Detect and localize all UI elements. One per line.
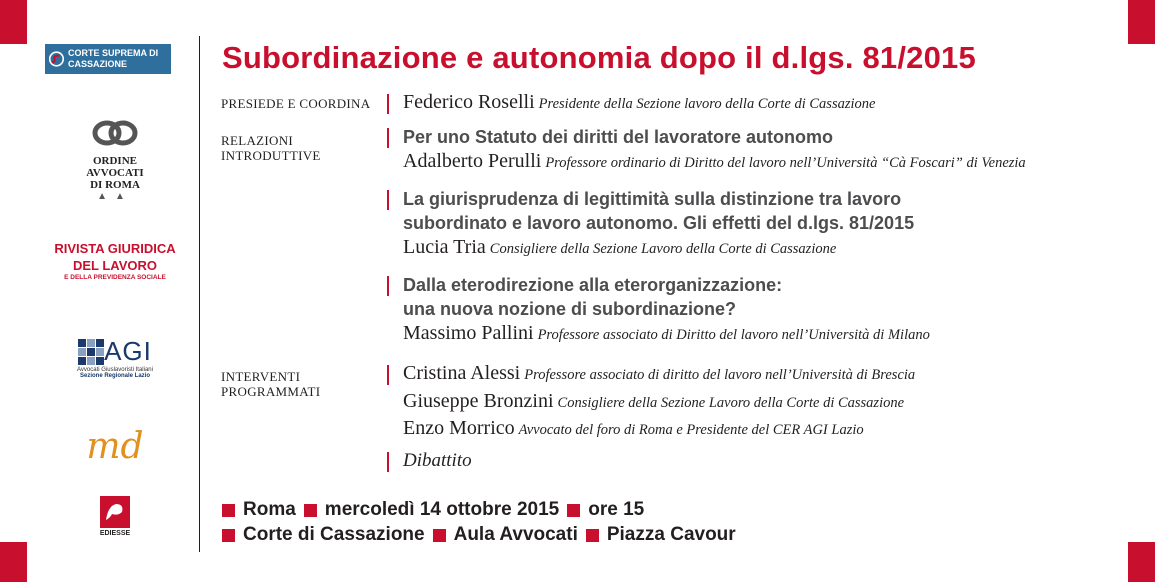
speaker-role: Consigliere della Sezione Lavoro della Corte di Cassazione <box>557 394 905 411</box>
agi-grid-icon <box>78 339 104 365</box>
ordine-line-3: DI ROMA <box>90 179 140 191</box>
accent-bar <box>387 94 389 114</box>
speaker-name: Lucia Tria <box>403 236 486 258</box>
talk-entry <box>403 187 914 259</box>
accent-bar <box>387 452 389 472</box>
intervention-item <box>403 416 915 444</box>
label-interventi-line-1: INTERVENTI <box>221 369 301 384</box>
chair-role: Presidente della Sezione lavoro della Corte di Cassazione <box>538 96 876 112</box>
accent-bar <box>387 276 389 296</box>
cassazione-logo <box>45 44 171 74</box>
label-relazioni-line-1: RELAZIONI <box>221 133 294 148</box>
interventions-list <box>403 361 915 444</box>
bullet-square-icon <box>433 529 446 542</box>
label-relazioni-line-2: INTRODUTTIVE <box>221 148 321 163</box>
talk-title-line-1: La giurisprudenza di legittimità sulla distinzione tra lavoro <box>403 189 902 209</box>
ordine-avvocati-logo <box>40 118 190 203</box>
ediesse-logo <box>40 496 190 537</box>
agi-section: Sezione Regionale Lazio <box>79 373 150 379</box>
chair-entry <box>403 90 875 114</box>
label-relazioni <box>221 133 321 163</box>
vertical-divider <box>199 36 200 552</box>
talk-title: Per uno Statuto dei diritti del lavoratore autonomo <box>403 127 834 147</box>
accent-bar <box>387 365 389 385</box>
accent-bar <box>387 128 389 148</box>
event-room: Aula Avvocati <box>453 524 578 545</box>
ordine-line-1: ORDINE <box>92 155 137 167</box>
columns-icon: ▲▲ <box>97 191 133 202</box>
speaker-name: Massimo Pallini <box>403 322 534 344</box>
talk-entry <box>403 273 930 345</box>
talk-title-line-1: Dalla eterodirezione alla eterorganizzazione: <box>403 275 783 295</box>
knot-emblem-icon <box>90 118 140 152</box>
speaker-name: Adalberto Perulli <box>403 150 542 172</box>
talk-title-line-2: una nuova nozione di subordinazione? <box>403 299 736 319</box>
cassazione-emblem-icon <box>49 48 64 70</box>
event-time: ore 15 <box>588 499 645 520</box>
rivista-line-1: RIVISTA GIURIDICA <box>54 241 176 256</box>
page-title: Subordinazione e autonomia dopo il d.lgs. 81/2015 <box>222 40 976 75</box>
event-venue: Corte di Cassazione <box>243 524 425 545</box>
speaker-role: Professore associato di Diritto del lavoro nell’Università di Milano <box>537 327 930 343</box>
bullet-square-icon <box>567 504 580 517</box>
corner-decoration-bottom-right <box>1128 542 1155 582</box>
talk-entry <box>403 125 1026 173</box>
speaker-role: Consigliere della Sezione Lavoro della Corte di Cassazione <box>489 241 837 257</box>
event-line-1 <box>222 499 652 521</box>
label-interventi-line-2: PROGRAMMATI <box>221 384 321 399</box>
dibattito: Dibattito <box>403 450 472 471</box>
bullet-square-icon <box>222 529 235 542</box>
bullet-square-icon <box>586 529 599 542</box>
bullet-square-icon <box>222 504 235 517</box>
event-city: Roma <box>243 499 296 520</box>
ordine-line-2: AVVOCATI <box>86 167 144 179</box>
bullet-square-icon <box>304 504 317 517</box>
cassazione-logo-text: CORTE SUPREMA DI CASSAZIONE <box>67 48 159 69</box>
corner-decoration-top-left <box>0 0 27 44</box>
event-square: Piazza Cavour <box>606 524 736 545</box>
intervention-item <box>403 361 915 389</box>
label-presiede: PRESIEDE E COORDINA <box>221 96 371 111</box>
agi-name: AGI <box>104 336 152 366</box>
speaker-role: Professore associato di diritto del lavoro nell’Università di Brescia <box>524 367 916 383</box>
md-logo: md <box>86 426 144 467</box>
speaker-role: Avvocato del foro di Roma e Presidente del CER AGI Lazio <box>518 422 864 438</box>
rivista-line-2: DEL LAVORO <box>72 258 158 273</box>
agi-logo <box>40 336 190 379</box>
accent-bar <box>387 190 389 210</box>
ediesse-text: EDIESSE <box>99 530 131 537</box>
ediesse-emblem-icon <box>100 496 130 528</box>
corner-decoration-top-right <box>1128 0 1155 44</box>
speaker-name: Enzo Morrico <box>403 417 515 439</box>
event-line-2 <box>222 524 744 546</box>
rivista-line-3: E DELLA PREVIDENZA SOCIALE <box>64 274 166 281</box>
label-interventi <box>221 369 320 399</box>
speaker-name: Cristina Alessi <box>403 362 521 384</box>
event-date: mercoledì 14 ottobre 2015 <box>324 499 560 520</box>
chair-name: Federico Roselli <box>403 91 535 113</box>
intervention-item <box>403 389 915 417</box>
agi-subtitle: Avvocati Giuslavoristi Italiani <box>77 367 153 373</box>
speaker-name: Giuseppe Bronzini <box>403 389 554 412</box>
rivista-giuridica-logo <box>40 240 190 282</box>
speaker-role: Professore ordinario di Diritto del lavoro nell’Università “Cà Foscari” di Venezia <box>545 155 1026 171</box>
talk-title-line-2: subordinato e lavoro autonomo. Gli effetti del d.lgs. 81/2015 <box>403 213 915 233</box>
corner-decoration-bottom-left <box>0 542 27 582</box>
